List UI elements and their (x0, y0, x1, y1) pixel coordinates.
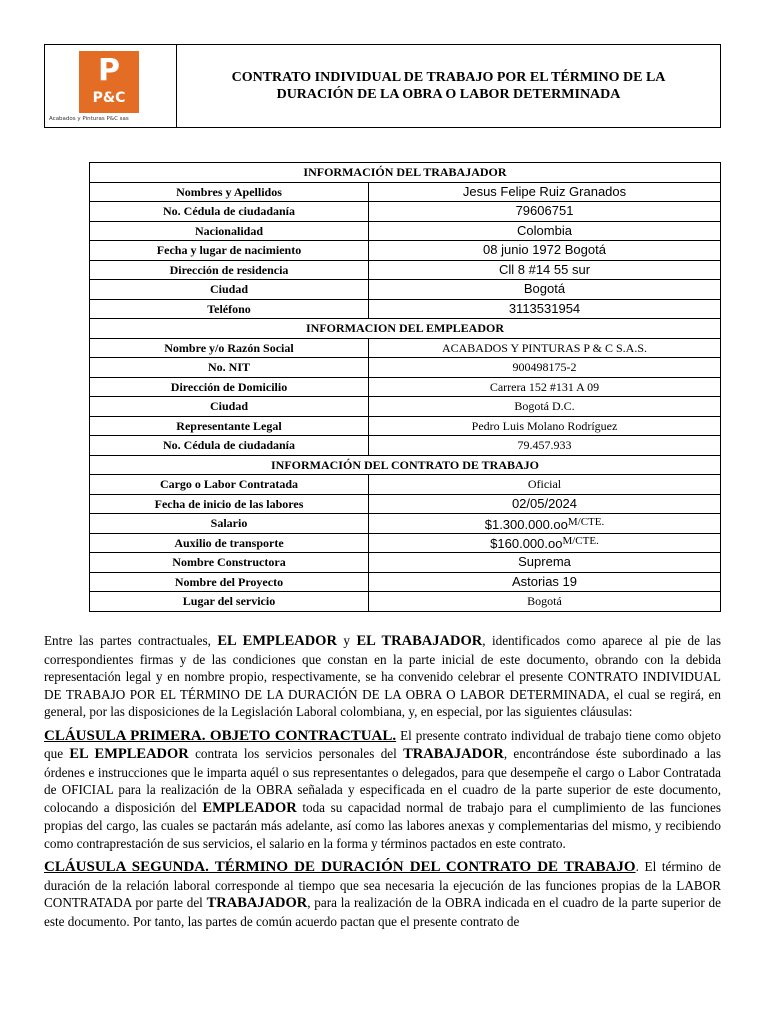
field-value (369, 260, 721, 280)
field-value (369, 416, 721, 436)
table-row (90, 572, 721, 592)
field-label: Salario (90, 514, 369, 534)
document-header (44, 44, 721, 128)
logo-text: P&C (92, 90, 126, 106)
document-title: CONTRATO INDIVIDUAL DE TRABAJO POR EL TÉRMINO DE LA DURACIÓN DE LA OBRA O LABOR DETERMINADA (231, 70, 666, 102)
field-value-text: 900498175-2 (512, 360, 577, 375)
field-label: Nacionalidad (90, 221, 369, 241)
field-value-text: Astorias 19 (511, 573, 578, 589)
field-label: Dirección de Domicilio (90, 377, 369, 397)
table-row (90, 358, 721, 378)
field-value (369, 436, 721, 456)
field-label: Auxilio de transporte (90, 533, 369, 553)
table-row (90, 592, 721, 612)
section-header-row (90, 455, 721, 475)
section-title: INFORMACIÓN DEL CONTRATO DE TRABAJO (90, 455, 721, 475)
table-row (90, 533, 721, 553)
field-label: Nombre y/o Razón Social (90, 338, 369, 358)
field-label: Ciudad (90, 280, 369, 300)
field-value (369, 182, 721, 202)
table-row (90, 182, 721, 202)
table-row (90, 397, 721, 417)
clause-heading: CLÁUSULA SEGUNDA. TÉRMINO DE DURACIÓN DEL CONTRATO DE TRABAJO (44, 859, 636, 875)
field-label: Ciudad (90, 397, 369, 417)
table-row (90, 436, 721, 456)
worker-term: EL TRABAJADOR (356, 633, 483, 649)
field-value-text: ACABADOS Y PINTURAS P & C S.A.S. (441, 340, 648, 355)
field-value-text: Bogotá (527, 594, 562, 609)
field-value-text: 3113531954 (508, 300, 581, 316)
field-label: Nombre del Proyecto (90, 572, 369, 592)
currency-suffix: M/CTE. (562, 535, 599, 548)
field-value (369, 241, 721, 261)
field-value (369, 572, 721, 592)
contract-info-table (89, 162, 721, 612)
field-value (369, 358, 721, 378)
logo-cell (45, 45, 177, 127)
text: toda su capacidad normal de trabajo para el cumplimiento de las funciones propias del cargo, las cuales se pactarán más adelante, así como las labores anexas y complementarias del mismo, y recibiendo como contraprestación de sus servicios, el salario en la forma y términos pactados en este contrato. (44, 799, 721, 851)
field-value (369, 202, 721, 222)
section-title: INFORMACION DEL EMPLEADOR (90, 319, 721, 339)
field-value-text: Oficial (527, 477, 562, 492)
table-row (90, 553, 721, 573)
field-label: Dirección de residencia (90, 260, 369, 280)
field-value-text: 02/05/2024 (511, 495, 578, 511)
table-row (90, 475, 721, 495)
field-value (369, 299, 721, 319)
text: y (336, 633, 357, 648)
text: . El término de duración de la relación laboral corresponde al tiempo que sea necesaria la ejecución de las funciones propias de la LABOR CONTRATADA por parte del (44, 859, 721, 910)
field-value (369, 592, 721, 612)
field-value-text: Bogotá (523, 281, 566, 297)
field-value-text: Jesus Felipe Ruiz Granados (462, 183, 627, 199)
field-value-text: Bogotá D.C. (514, 399, 575, 414)
field-value (369, 221, 721, 241)
worker-term: TRABAJADOR (206, 895, 308, 911)
clause-second (44, 858, 721, 930)
field-value-text: Suprema (518, 554, 571, 570)
field-value-text: 08 junio 1972 Bogotá (483, 242, 606, 258)
field-value-text: Cll 8 #14 55 sur (498, 261, 591, 277)
text: Entre las partes contractuales, (44, 633, 218, 648)
clause-heading: CLÁUSULA PRIMERA. OBJETO CONTRACTUAL. (44, 727, 397, 744)
field-label: Representante Legal (90, 416, 369, 436)
field-value-text: Colombia (517, 222, 572, 238)
field-label: Fecha de inicio de las labores (90, 494, 369, 514)
employer-term: EMPLEADOR (202, 799, 297, 816)
field-label: Nombres y Apellidos (90, 182, 369, 202)
field-label: Lugar del servicio (90, 592, 369, 612)
field-value-text: $1.300.000.oo (484, 516, 568, 532)
table-row (90, 202, 721, 222)
field-value (369, 553, 721, 573)
field-value (369, 397, 721, 417)
currency-suffix: M/CTE. (567, 515, 605, 528)
table-row (90, 338, 721, 358)
table-row (90, 494, 721, 514)
table-row (90, 416, 721, 436)
intro-paragraph (44, 632, 721, 721)
section-header-row (90, 163, 721, 183)
field-value-text: Pedro Luis Molano Rodríguez (471, 418, 618, 433)
field-value-text: $160.000.oo (490, 536, 563, 552)
field-label: No. NIT (90, 358, 369, 378)
employer-term: EL EMPLEADOR (217, 633, 337, 649)
logo-tagline: Acabados y Pinturas P&C sas (49, 116, 129, 122)
table-row (90, 377, 721, 397)
text: El presente contrato individual de trabajo tiene como objeto que (44, 727, 721, 761)
field-label: No. Cédula de ciudadanía (90, 202, 369, 222)
table-row (90, 221, 721, 241)
field-label: Cargo o Labor Contratada (90, 475, 369, 495)
table-row (90, 514, 721, 534)
field-label: No. Cédula de ciudadanía (90, 436, 369, 456)
worker-term: TRABAJADOR (403, 746, 504, 762)
company-logo (79, 51, 139, 113)
field-value-text: 79.457.933 (517, 438, 572, 453)
table-row (90, 299, 721, 319)
field-label: Fecha y lugar de nacimiento (90, 241, 369, 261)
field-label: Nombre Constructora (90, 553, 369, 573)
field-value (369, 377, 721, 397)
field-value-text: Carrera 152 #131 A 09 (489, 379, 600, 394)
field-value (369, 280, 721, 300)
section-header-row (90, 319, 721, 339)
field-label: Teléfono (90, 299, 369, 319)
field-value (369, 533, 721, 553)
text: , encontrándose éste subordinado a las órdenes e instrucciones que le imparta aquél o sus representantes o delegados, para que desempeñe el cargo o Labor Contratada de OFICIAL para la realización de la OBRA señalada y especificada en el cuadro de la parte superior de este documento, colocando a disposición del (44, 746, 721, 815)
logo-letter: P (98, 53, 120, 88)
clause-first (44, 727, 721, 853)
text: , para la realización de la OBRA indicada en el cuadro de la parte superior de este documento. Por tanto, las partes de común acuerdo pactan que el presente contrato de (44, 895, 721, 929)
table-row (90, 260, 721, 280)
table-row (90, 280, 721, 300)
field-value (369, 338, 721, 358)
contract-body (44, 632, 721, 936)
field-value (369, 514, 721, 534)
table-row (90, 241, 721, 261)
text: contrata los servicios personales del (188, 746, 404, 761)
field-value-text: 79606751 (515, 203, 574, 219)
field-value (369, 494, 721, 514)
section-title: INFORMACIÓN DEL TRABAJADOR (90, 163, 721, 183)
field-value (369, 475, 721, 495)
text: , identificados como aparece al pie de las correspondientes firmas y de las condiciones que constan en la parte inicial de este documento, obrando con la debida representación legal y en nombre propio, respectivamente, se ha convenido celebrar el presente CONTRATO INDIVIDUAL DE TRABAJO POR EL TÉRMINO DE LA DURACIÓN DE LA OBRA O LABOR DETERMINADA, el cual se regirá, en general, por las disposiciones de la Legislación Laboral colombiana, y, en especial, por las siguientes cláusulas: (44, 633, 722, 719)
employer-term: EL EMPLEADOR (69, 746, 189, 762)
